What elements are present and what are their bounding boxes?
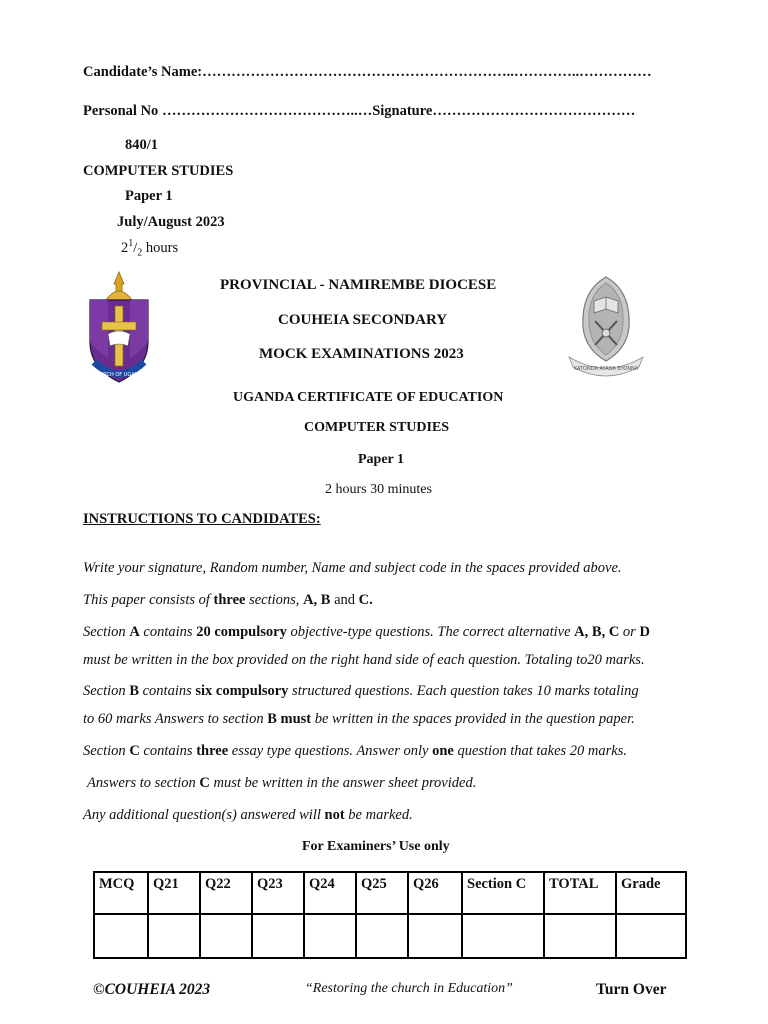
instruction-3-count: 20 compulsory [196,624,287,640]
candidate-name-dots: ………………………………………………………..…………..…………… [202,64,652,80]
instruction-5-text-a: Section [83,743,130,759]
instruction-4-b-must: B must [267,711,312,727]
score-q22[interactable] [200,914,252,958]
title-paper: Paper 1 [358,452,405,467]
school-motto-text: KATONDA AYAGA BYONNA [573,366,639,372]
score-q23[interactable] [252,914,304,958]
instruction-2-sections-ab: A, B [303,592,331,608]
score-mcq[interactable] [94,914,148,958]
instructions-heading: INSTRUCTIONS TO CANDIDATES: [83,511,321,527]
score-grade[interactable] [616,914,686,958]
score-q24[interactable] [304,914,356,958]
title-subject: COMPUTER STUDIES [304,420,450,435]
church-crest-logo [86,270,152,384]
instruction-4-text-h: be written in the spaces provided in the question paper. [311,711,635,727]
instruction-3-line2: must be written in the box provided on the right hand side of each question. Totaling to20 marks. [83,652,645,668]
personal-no-dots: …………………………………..… [158,103,373,119]
subject-name: COMPUTER STUDIES [83,163,234,179]
col-q26: Q26 [408,872,462,914]
instruction-2-three: three [213,592,246,608]
instruction-4-count: six compulsory [195,683,289,699]
crest-motto-text: CHURCH OF UGANDA [92,372,146,378]
col-q24: Q24 [304,872,356,914]
duration-whole: 2 [121,239,129,256]
col-total: TOTAL [544,872,616,914]
instruction-1: Write your signature, Random number, Name and subject code in the spaces provided above. [83,560,622,576]
examiners-score-row [94,914,686,958]
instruction-5-section-c: C [129,743,140,759]
score-q26[interactable] [408,914,462,958]
signature-dots: …………………………………… [432,103,636,119]
instruction-3-option-d: D [639,624,650,640]
examiners-header-row [94,872,686,914]
instruction-4-section-b: B [129,683,139,699]
instruction-7-text-a: Any additional question(s) answered will [83,807,325,823]
personal-no-line [83,103,635,120]
instruction-3 [83,624,650,641]
score-total[interactable] [544,914,616,958]
instruction-7 [83,807,413,824]
candidate-name-line [83,64,652,81]
instruction-5-one: one [432,743,454,759]
instruction-7-text-c: be marked. [344,807,413,823]
paper-code: 840/1 [125,137,159,153]
title-uce: UGANDA CERTIFICATE OF EDUCATION [233,390,504,405]
title-school: COUHEIA SECONDARY [278,312,448,328]
instruction-3-text-a: Section [83,624,130,640]
instruction-4-text-e: structured questions. Each question takes 10 marks totaling [288,683,639,699]
exam-session: July/August 2023 [117,214,225,230]
instruction-5 [83,743,627,760]
instruction-6 [87,775,476,792]
instruction-2 [83,592,373,609]
score-section-c[interactable] [462,914,544,958]
footer-copyright: ©COUHEIA 2023 [93,981,211,998]
duration-numerator: 1 [128,238,134,249]
col-q23: Q23 [252,872,304,914]
instruction-3-text-e: objective-type questions. The correct alternative [286,624,575,640]
candidate-name-label: Candidate’s Name: [83,64,203,80]
instruction-2-text-c: sections, [245,592,304,608]
signature-label: Signature [372,103,433,119]
instruction-6-text-a: Answers to section [87,775,200,791]
instruction-4 [83,683,639,700]
instruction-4-text-a: Section [83,683,130,699]
title-mock: MOCK EXAMINATIONS 2023 [259,346,464,362]
instruction-5-text-g: question that takes 20 marks. [453,743,627,759]
instruction-5-three: three [196,743,229,759]
instruction-6-text-c: must be written in the answer sheet provided. [209,775,477,791]
instruction-3-or: or [619,624,640,640]
footer-turn-over: Turn Over [596,981,667,998]
instruction-4-text-f: to 60 marks Answers to section [83,711,268,727]
instruction-3-contains: contains [139,624,197,640]
instruction-5-text-e: essay type questions. Answer only [228,743,433,759]
title-duration: 2 hours 30 minutes [325,482,432,497]
col-grade: Grade [616,872,686,914]
examiners-heading: For Examiners’ Use only [302,839,450,854]
instruction-5-contains: contains [139,743,197,759]
instruction-4-line2 [83,711,635,728]
instruction-2-and: and [330,592,359,608]
title-province: PROVINCIAL - NAMIREMBE DIOCESE [220,277,497,293]
col-q25: Q25 [356,872,408,914]
instruction-6-section-c: C [199,775,210,791]
score-q21[interactable] [148,914,200,958]
instruction-2-text-a: This paper consists of [83,592,214,608]
instruction-3-section-a: A [129,624,140,640]
col-mcq: MCQ [94,872,148,914]
col-section-c: Section C [462,872,544,914]
duration-unit: hours [142,239,179,256]
instruction-2-section-c: C. [358,592,373,608]
col-q21: Q21 [148,872,200,914]
examiners-table [93,871,687,959]
col-q22: Q22 [200,872,252,914]
paper-number: Paper 1 [125,188,173,204]
duration-denominator: 2 [137,247,143,259]
score-q25[interactable] [356,914,408,958]
instruction-3-options: A, B, C [574,624,620,640]
instruction-4-contains: contains [138,683,196,699]
personal-no-label: Personal No [83,103,159,119]
footer-motto: “Restoring the church in Education” [305,981,513,996]
exam-duration: $2^1/_2$ hours [121,238,179,259]
school-crest-logo [565,275,647,377]
instruction-7-not: not [324,807,345,823]
